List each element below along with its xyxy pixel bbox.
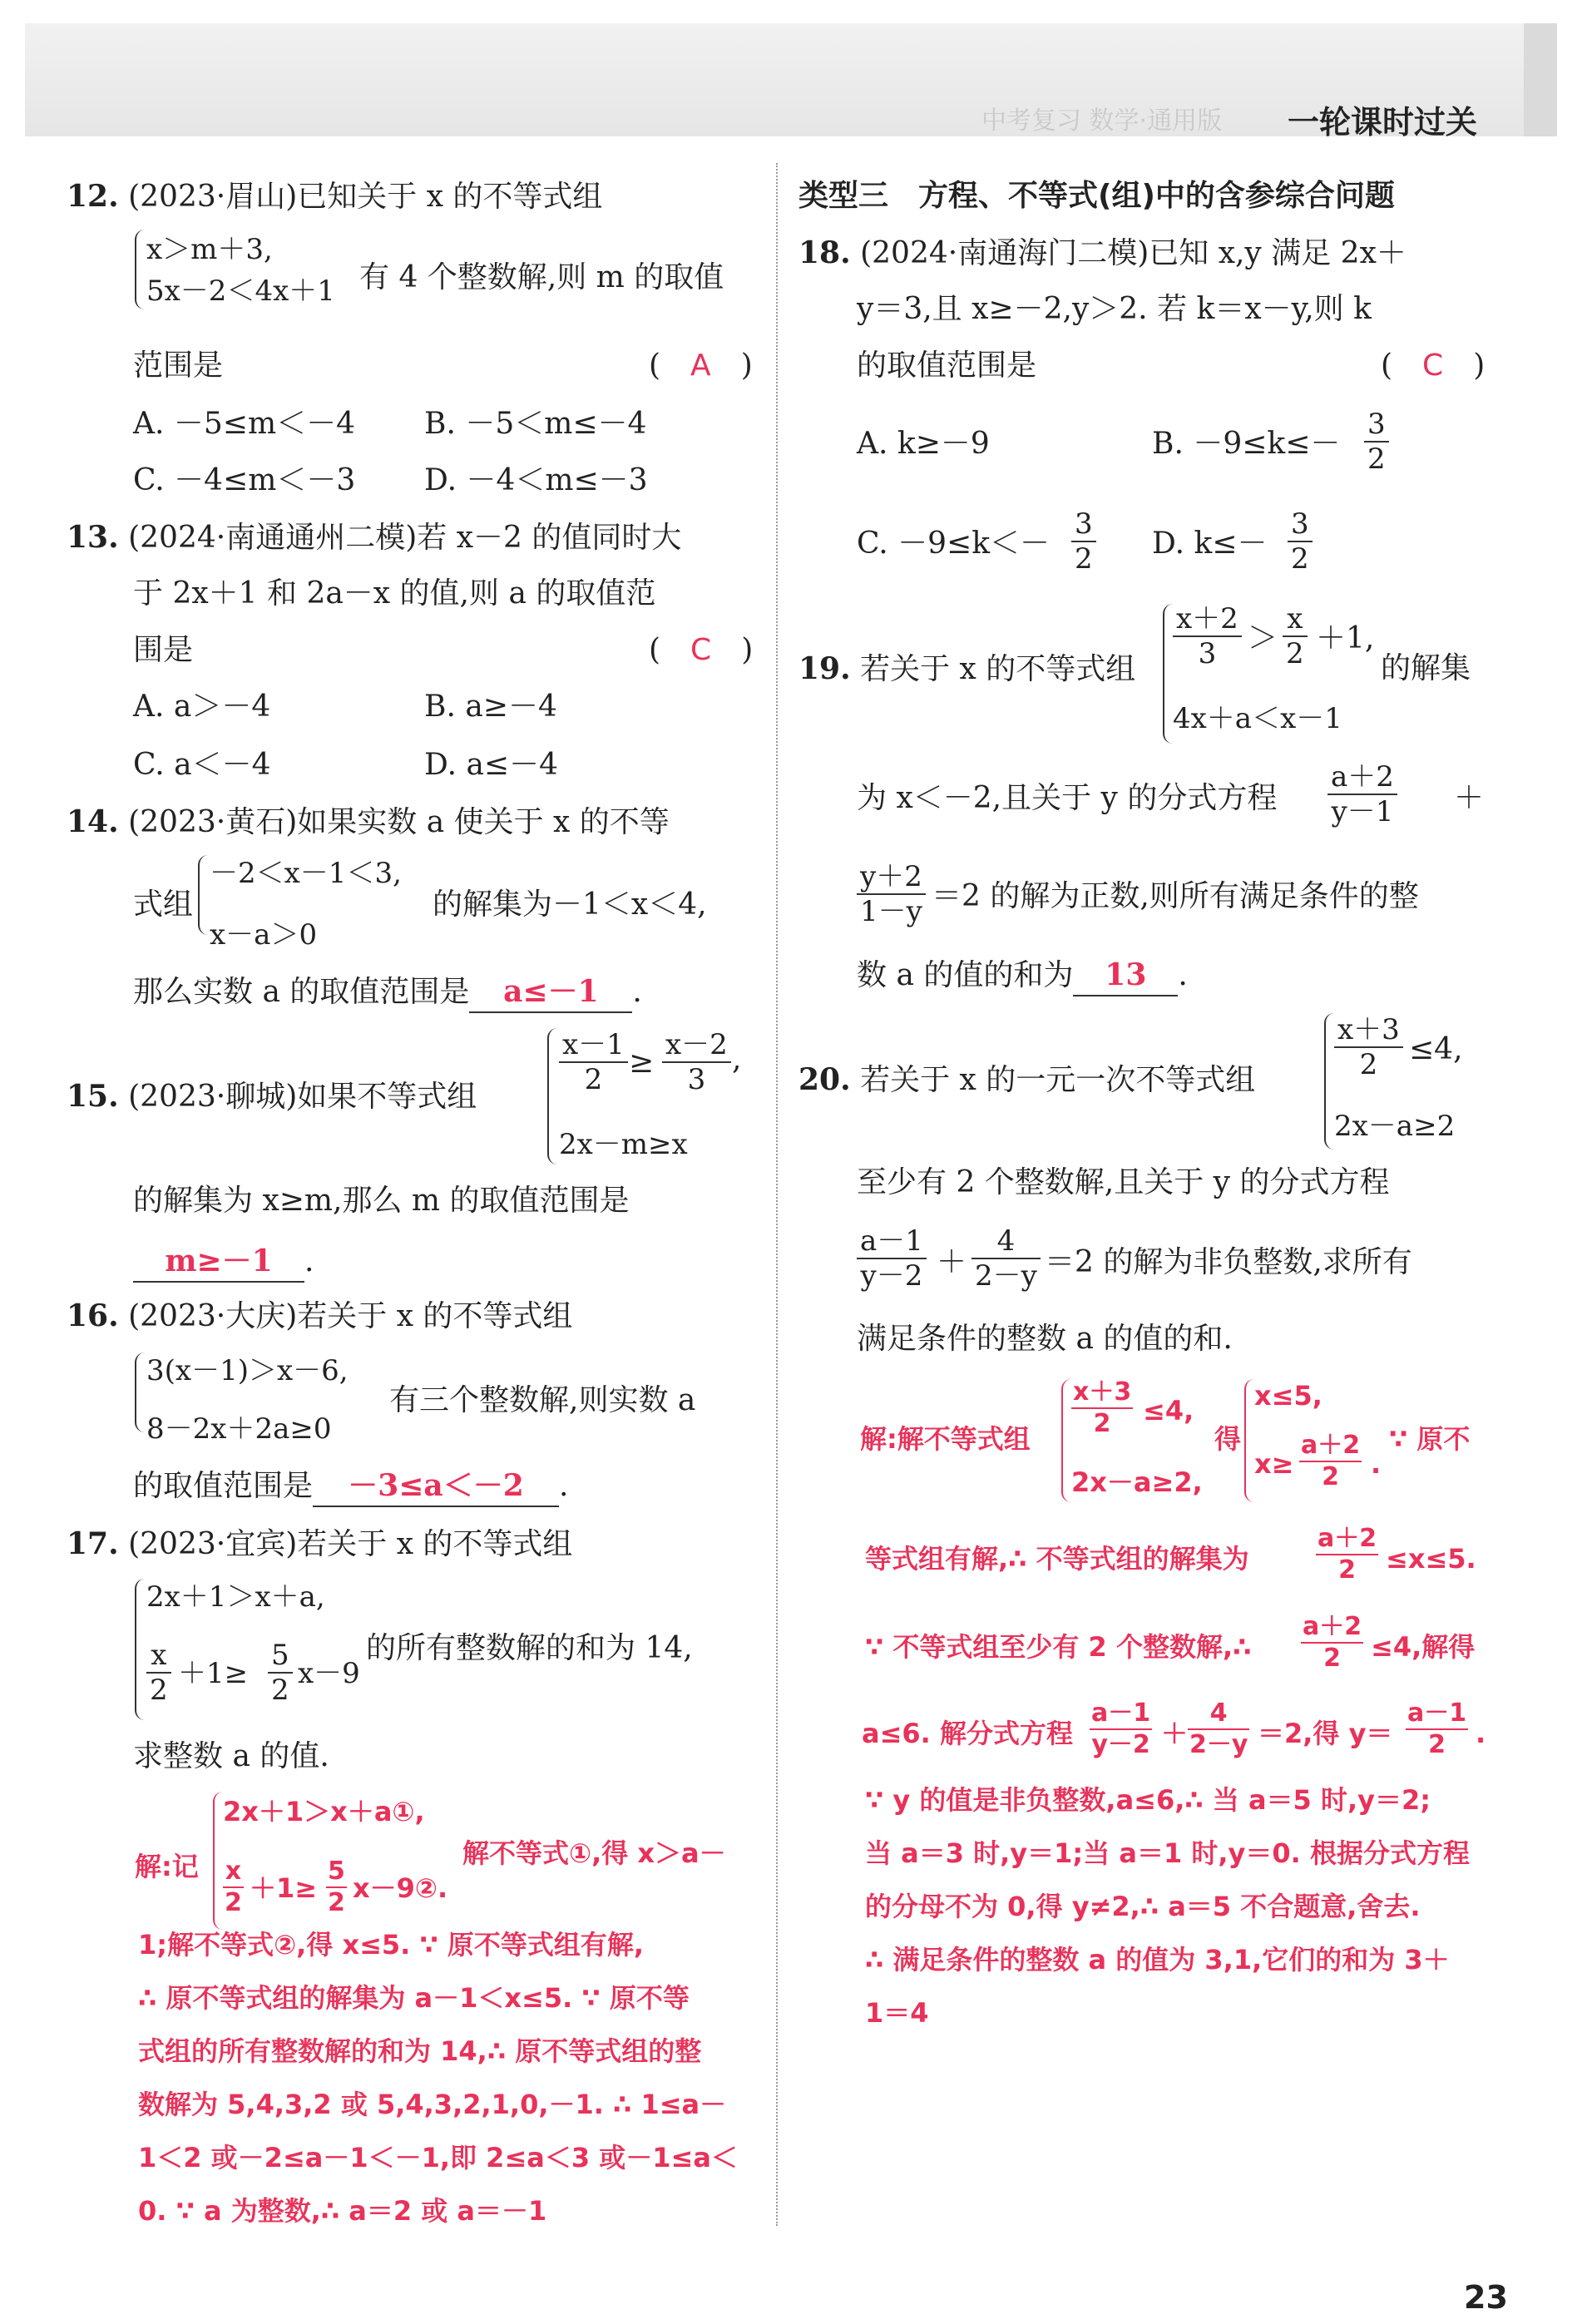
q18-line1	[798, 233, 1406, 274]
q17-frac-b	[268, 1639, 293, 1707]
q19-frac4-num: y＋2	[857, 860, 926, 895]
q19-frac2-num: x	[1283, 602, 1308, 637]
q17-sol-label: 解:记	[135, 1851, 199, 1882]
q18-opt-b-frac	[1364, 408, 1389, 476]
q15-frac2	[662, 1028, 731, 1096]
q20-frac2-num: a－1	[857, 1224, 927, 1259]
q17-mid: ＋1≥	[178, 1657, 249, 1690]
q12-brace	[135, 230, 145, 309]
q17-frac-a-den: 2	[150, 1674, 168, 1707]
q20-sol-l3b: ≤4,解得	[1371, 1631, 1476, 1663]
q14-line1	[67, 802, 670, 843]
q17-text1: (2023·宜宾)若关于 x 的不等式组	[128, 1527, 573, 1561]
q20-sol-brace1	[1061, 1379, 1071, 1502]
q13-opt-a: A. a＞－4	[133, 690, 271, 724]
q18-opt-b-frac-den: 2	[1367, 443, 1386, 476]
page-number: 23	[1464, 2279, 1508, 2316]
q15-answer: m≥－1	[133, 1241, 304, 1283]
q14-brace	[198, 855, 208, 935]
q20-sol-l2-frac-den: 2	[1338, 1555, 1356, 1585]
q20-sol-l3-frac-den: 2	[1323, 1644, 1341, 1673]
q16-line3	[133, 1466, 568, 1507]
q20-frac1-num: x＋3	[1334, 1013, 1403, 1048]
q20-frac2-den: y－2	[860, 1259, 923, 1293]
q17-sol-frac-b-den: 2	[328, 1888, 345, 1917]
q20-sol-line5: ∵ y 的值是非负整数,a≤6,∴ 当 a＝5 时,y＝2;	[865, 1784, 1431, 1816]
q19-line1a	[798, 649, 1135, 690]
q20-text1a: 若关于 x 的一元一次不等式组	[860, 1063, 1256, 1097]
header-corner	[1524, 23, 1557, 136]
q19-line4-text: 数 a 的值的和为	[857, 958, 1074, 992]
q13-opt-b: B. a≥－4	[424, 690, 557, 724]
q17-sol-line7: 0. ∵ a 为整数,∴ a＝2 或 a＝－1	[138, 2195, 547, 2227]
q17-sol-mid: ＋1≥	[250, 1872, 318, 1904]
q19-number: 19.	[798, 651, 851, 686]
q17-tail: 的所有整数解的和为 14,	[366, 1631, 693, 1665]
q16-sys2: 8－2x＋2a≥0	[146, 1412, 332, 1446]
q17-sol-frac-b	[326, 1857, 347, 1918]
q15-frac2-den: 3	[687, 1063, 706, 1096]
q14-text1: (2023·黄石)如果实数 a 使关于 x 的不等	[128, 805, 670, 839]
q20-sol-line7: 的分母不为 0,得 y≠2,∴ a＝5 不合题意,舍去.	[865, 1891, 1421, 1922]
q18-text1: (2024·南通海门二模)已知 x,y 满足 2x＋	[860, 236, 1406, 270]
q14-end: .	[632, 975, 642, 1009]
q20-line4: 满足条件的整数 a 的值的和.	[857, 1322, 1233, 1356]
q19-frac1-den: 3	[1198, 637, 1217, 670]
q19-frac1-num: x＋2	[1173, 602, 1242, 637]
header-title: 一轮课时过关	[1287, 104, 1477, 141]
q18-line2: y＝3,且 x≥－2,y＞2. 若 k＝x－y,则 k	[857, 292, 1372, 326]
q16-sys1: 3(x－1)＞x－6,	[146, 1354, 349, 1387]
q17-line3: 求整数 a 的值.	[133, 1739, 329, 1773]
q20-sol-brace2	[1244, 1379, 1254, 1502]
q20-sol-l2-frac-num: a＋2	[1316, 1524, 1378, 1555]
q18-opt-b: B. －9≤k≤－	[1152, 427, 1341, 461]
q16-line3-text: 的取值范围是	[133, 1469, 314, 1503]
q18-opt-b-frac-num: 3	[1364, 408, 1389, 443]
q13-opt-d: D. a≤－4	[424, 748, 558, 782]
q12-opt-d: D. －4＜m≤－3	[424, 463, 648, 497]
q12-answer: A	[690, 349, 711, 383]
q13-line3: 围是	[133, 633, 194, 667]
q20-sol-line9: 1＝4	[865, 1997, 929, 2029]
q19-line2: 为 x＜－2,且关于 y 的分式方程	[857, 781, 1278, 815]
q17-sol-brace	[213, 1792, 223, 1930]
q20-sol-l3-frac-num: a＋2	[1301, 1612, 1363, 1644]
q17-brace	[135, 1579, 145, 1720]
q12-sys1: x＞m＋3,	[146, 233, 273, 266]
q13-answer-box: ( C )	[649, 633, 754, 667]
q18-opt-d-frac-den: 2	[1291, 542, 1309, 576]
q20-number: 20.	[798, 1062, 851, 1097]
q20-sol-l4-frac1	[1090, 1698, 1152, 1760]
q20-le4: ≤4,	[1409, 1032, 1463, 1066]
q20-line1a	[798, 1060, 1255, 1100]
q12-opt-b: B. －5＜m≤－4	[424, 407, 647, 441]
q13-opt-c: C. a＜－4	[133, 748, 271, 782]
q17-sol-frac-a-den: 2	[225, 1888, 242, 1917]
q19-frac3-den: y－1	[1331, 795, 1394, 828]
q20-sol-frac2	[1299, 1431, 1362, 1492]
q20-sol-l4-frac2-den: 2－y	[1189, 1730, 1248, 1759]
q20-sol-r2a: x≥	[1254, 1448, 1294, 1480]
q16-tail: 有三个整数解,则实数 a	[389, 1383, 696, 1417]
q18-number: 18.	[798, 235, 851, 270]
column-divider	[776, 163, 778, 2226]
q20-sol-frac1-den: 2	[1093, 1409, 1111, 1438]
q15-number: 15.	[67, 1079, 119, 1114]
q20-sol-r2b: .	[1371, 1448, 1382, 1480]
page-header	[25, 23, 1557, 141]
q18-opt-a: A. k≥－9	[857, 427, 990, 461]
q20-sol-l4-frac3-den: 2	[1428, 1730, 1446, 1759]
q15-frac2-num: x－2	[662, 1028, 731, 1063]
q18-opt-d: D. k≤－	[1152, 527, 1268, 561]
q20-brace	[1324, 1013, 1334, 1150]
q20-sol-sys2: 2x－a≥2,	[1071, 1466, 1203, 1498]
q20-frac3-den: 2－y	[975, 1259, 1037, 1293]
q13-text1: (2024·南通通州二模)若 x－2 的值同时大	[128, 521, 682, 555]
q20-sol-l4-frac1-den: y－2	[1091, 1730, 1150, 1759]
q17-sol-line2: 1;解不等式②,得 x≤5. ∵ 原不等式组有解,	[138, 1929, 645, 1961]
q12-line1	[67, 176, 602, 217]
q20-sol-l4-frac3-num: a－1	[1406, 1698, 1468, 1730]
q20-frac3	[971, 1224, 1041, 1293]
q20-sol-frac2-den: 2	[1322, 1462, 1339, 1491]
q18-opt-c: C. －9≤k＜－	[857, 527, 1051, 561]
q20-sol-l4-end: .	[1476, 1718, 1486, 1749]
q15-line2: 的解集为 x≥m,那么 m 的取值范围是	[133, 1184, 630, 1218]
q20-sol-l2b: ≤x≤5.	[1386, 1543, 1476, 1575]
q19-plus: ＋	[1454, 781, 1485, 815]
q19-frac2	[1283, 602, 1308, 670]
q15-line3	[133, 1241, 314, 1283]
q15-sys2: 2x－m≥x	[559, 1128, 688, 1161]
q20-sol-frac1	[1071, 1377, 1133, 1439]
q19-text1a: 若关于 x 的不等式组	[860, 652, 1136, 686]
q19-brace	[1163, 604, 1173, 744]
q17-sol-sys1: 2x＋1＞x＋a①,	[223, 1796, 425, 1827]
q15-comma: ,	[732, 1042, 742, 1076]
section-title: 类型三 方程、不等式(组)中的含参综合问题	[798, 179, 1395, 213]
q20-line3: ＝2 的解为非负整数,求所有	[1045, 1245, 1412, 1279]
q18-line3: 的取值范围是	[857, 349, 1037, 383]
q17-rest: x－9	[298, 1657, 360, 1690]
q20-sol-tail: ∵ 原不	[1389, 1423, 1471, 1455]
q17-number: 17.	[67, 1526, 119, 1561]
q17-sol-frac-a	[223, 1857, 244, 1918]
q17-sol-rest: x－9②.	[353, 1872, 448, 1904]
q17-sol-line6: 1＜2 或－2≤a－1＜－1,即 2≤a＜3 或－1≤a＜	[138, 2142, 738, 2173]
q18-opt-c-frac-den: 2	[1075, 542, 1093, 576]
q17-sol-line3: ∴ 原不等式组的解集为 a－1＜x≤5. ∵ 原不等	[138, 1982, 690, 2014]
q20-sol-l4-mid: ＝2,得 y＝	[1258, 1718, 1393, 1749]
q20-sol-l4-plus: ＋	[1161, 1718, 1189, 1749]
q12-answer-box: ( A )	[649, 349, 753, 383]
q19-frac4-den: 1－y	[860, 895, 922, 928]
q15-ge: ≥	[629, 1046, 655, 1080]
q18-opt-c-frac	[1071, 507, 1096, 576]
q16-text1: (2023·大庆)若关于 x 的不等式组	[128, 1299, 573, 1333]
q14-sys2: x－a＞0	[210, 918, 318, 952]
q13-line2: 于 2x＋1 和 2a－x 的值,则 a 的取值范	[133, 576, 656, 611]
q17-sol-line5: 数解为 5,4,3,2 或 5,4,3,2,1,0,－1. ∴ 1≤a－	[138, 2089, 727, 2120]
q17-sol-line1: 解不等式①,得 x＞a－	[462, 1837, 726, 1869]
q20-sol-l4a: a≤6. 解分式方程	[862, 1718, 1073, 1749]
q20-sol-l3a: ∵ 不等式组至少有 2 个整数解,∴	[865, 1631, 1252, 1663]
q19-sys2: 4x＋a＜x－1	[1173, 702, 1342, 735]
q18-answer-box: ( C )	[1381, 349, 1486, 383]
q17-line1	[67, 1524, 572, 1565]
q12-opt-a: A. －5≤m＜－4	[133, 407, 355, 441]
q19-end: .	[1178, 958, 1188, 992]
q19-answer: 13	[1073, 955, 1178, 996]
q14-sys1: －2＜x－1＜3,	[210, 857, 402, 890]
q12-number: 12.	[67, 179, 119, 214]
q20-sys2: 2x－a≥2	[1334, 1110, 1456, 1143]
q20-sol-l4-frac3	[1406, 1698, 1468, 1760]
q20-sol-r1: x≤5,	[1254, 1380, 1322, 1412]
q20-sol-l4-frac2-num: 4	[1188, 1698, 1249, 1730]
q20-plus: ＋	[937, 1245, 967, 1279]
q14-number: 14.	[67, 804, 119, 839]
q20-sol-l4-frac1-num: a－1	[1090, 1698, 1152, 1730]
q20-sol-l2a: 等式组有解,∴ 不等式组的解集为	[865, 1543, 1249, 1575]
q16-number: 16.	[67, 1298, 119, 1333]
q15-end: .	[304, 1244, 314, 1278]
q19-frac3	[1327, 760, 1397, 828]
q19-gt: ＞	[1248, 621, 1278, 655]
q20-sol-frac2-num: a＋2	[1299, 1431, 1362, 1462]
q16-end: .	[559, 1469, 569, 1503]
q17-frac-a-num: x	[146, 1639, 171, 1674]
q17-sol-frac-b-num: 5	[326, 1857, 347, 1888]
q14-line3	[133, 972, 642, 1013]
q16-answer: －3≤a＜－2	[313, 1466, 559, 1507]
q20-line2: 至少有 2 个整数解,且关于 y 的分式方程	[857, 1165, 1390, 1199]
q14-line3-text: 那么实数 a 的取值范围是	[133, 975, 470, 1009]
q13-number: 13.	[67, 520, 119, 555]
q16-line1	[67, 1296, 572, 1337]
q17-sys1: 2x＋1＞x＋a,	[146, 1580, 325, 1614]
q19-frac1	[1173, 602, 1242, 670]
q15-line1	[67, 1076, 477, 1117]
q18-opt-c-frac-num: 3	[1071, 507, 1096, 542]
q19-line3: ＝2 的解为正数,则所有满足条件的整	[932, 879, 1419, 913]
q20-frac1	[1334, 1013, 1403, 1081]
q20-sol-le4: ≤4,	[1143, 1395, 1194, 1427]
q15-text1: (2023·聊城)如果不等式组	[128, 1080, 477, 1114]
q17-sol-line4: 式组的所有整数解的和为 14,∴ 原不等式组的整	[138, 2035, 702, 2067]
q12-line3: 范围是	[133, 349, 224, 383]
header-faint-text: 中考复习 数学·通用版	[981, 106, 1223, 136]
q14-answer: a≤－1	[469, 972, 632, 1013]
q17-sol-frac-a-num: x	[223, 1857, 244, 1888]
q20-frac3-num: 4	[971, 1224, 1041, 1259]
q13-answer: C	[690, 633, 712, 667]
q19-frac4	[857, 860, 926, 928]
q20-sol-line8: ∴ 满足条件的整数 a 的值为 3,1,它们的和为 3＋	[865, 1944, 1450, 1975]
q19-plus1: ＋1,	[1316, 621, 1375, 655]
q20-sol-l4-frac2	[1188, 1698, 1249, 1760]
q20-sol-l2-frac	[1316, 1524, 1378, 1585]
q15-frac1-den: 2	[584, 1063, 603, 1096]
q12-source: (2023·眉山)已知关于 x 的不等式组	[128, 180, 603, 214]
q17-frac-b-den: 2	[271, 1674, 289, 1707]
q15-frac1	[559, 1028, 628, 1096]
q17-frac-a	[146, 1639, 171, 1707]
q19-frac3-num: a＋2	[1327, 760, 1397, 795]
q20-sol-l3-frac	[1301, 1612, 1363, 1674]
q20-sol-frac1-num: x＋3	[1071, 1377, 1133, 1409]
q12-tail: 有 4 个整数解,则 m 的取值	[359, 260, 724, 294]
q15-brace	[547, 1028, 557, 1164]
q20-sol-label: 解:解不等式组	[860, 1423, 1031, 1455]
q12-sys2: 5x－2＜4x＋1	[146, 274, 335, 308]
q20-sol-line6: 当 a＝3 时,y＝1;当 a＝1 时,y＝0. 根据分式方程	[865, 1837, 1470, 1869]
q19-line1b: 的解集	[1381, 651, 1471, 685]
q18-opt-d-frac	[1288, 507, 1313, 576]
q13-line1	[67, 517, 681, 558]
q18-opt-d-frac-num: 3	[1288, 507, 1313, 542]
q14-l2a: 式组	[133, 888, 194, 922]
q19-frac2-den: 2	[1286, 637, 1304, 670]
q19-line4	[857, 955, 1188, 996]
q20-sol-de: 得	[1214, 1423, 1242, 1455]
q14-l2b: 的解集为－1＜x＜4,	[433, 888, 707, 922]
q12-opt-c: C. －4≤m＜－3	[133, 463, 356, 497]
q15-frac1-num: x－1	[559, 1028, 628, 1063]
q17-frac-b-num: 5	[268, 1639, 293, 1674]
q16-brace	[135, 1352, 145, 1432]
q20-frac2	[857, 1224, 927, 1293]
q18-answer: C	[1422, 349, 1444, 383]
q20-frac1-den: 2	[1359, 1048, 1378, 1081]
